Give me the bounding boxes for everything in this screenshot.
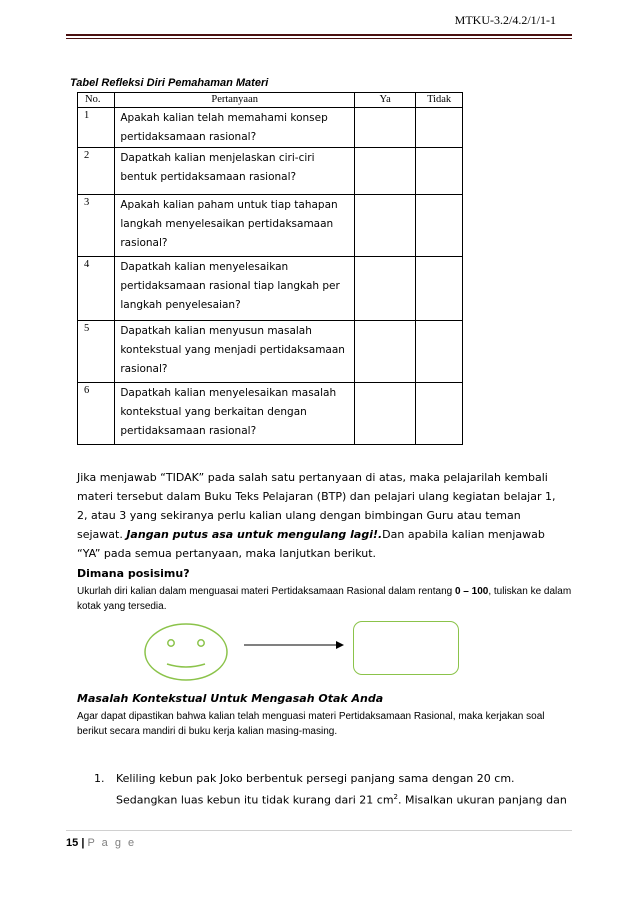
- table-row: [78, 257, 463, 321]
- instructions-part2: Dan apabila kalian menjawab “YA” pada semua pertanyaan, maka lanjutkan berikut.: [77, 528, 545, 560]
- position-heading: Dimana posisimu?: [77, 567, 190, 580]
- header-rule-thin: [66, 38, 572, 39]
- footer-separator: |: [81, 837, 85, 849]
- remedial-instructions: [77, 468, 567, 563]
- table-row: [78, 108, 463, 148]
- yes-answer-cell[interactable]: [355, 195, 416, 257]
- document-code: MTKU-3.2/4.2/1/1-1: [454, 13, 556, 27]
- page-label: P a g e: [87, 837, 137, 849]
- footer-rule: [66, 830, 572, 831]
- column-header-no-answer: Tidak: [416, 93, 463, 108]
- table-row: [78, 195, 463, 257]
- yes-answer-cell[interactable]: [355, 257, 416, 321]
- instructions-emphasis: Jangan putus asa untuk mengulang lagi!.: [126, 528, 383, 541]
- yes-answer-cell[interactable]: [355, 148, 416, 195]
- row-question: Dapatkah kalian menyelesaikan masalah kontekstual yang berkaitan dengan pertidaksamaan rasional?: [115, 383, 355, 445]
- row-question: Dapatkah kalian menjelaskan ciri-ciri bentuk pertidaksamaan rasional?: [115, 148, 355, 195]
- no-answer-cell[interactable]: [416, 383, 463, 445]
- problem-text: Keliling kebun pak Joko berbentuk persegi panjang sama dengan 20 cm. Sedangkan luas kebun itu tidak kurang dari 21 cm: [116, 772, 515, 807]
- table-row: [78, 321, 463, 383]
- yes-answer-cell[interactable]: [355, 383, 416, 445]
- superscript: 2: [393, 793, 399, 801]
- no-answer-cell[interactable]: [416, 257, 463, 321]
- reflection-table: [77, 92, 463, 445]
- row-number: 5: [78, 321, 115, 383]
- column-header-question: Pertanyaan: [115, 93, 355, 108]
- score-answer-box[interactable]: [353, 621, 459, 675]
- no-answer-cell[interactable]: [416, 321, 463, 383]
- instructions-part1: Jika menjawab “TIDAK” pada salah satu pertanyaan di atas, maka pelajarilah kembali materi tersebut dalam Buku Teks Pelajaran (BTP) dan pelajari ulang kegiatan belajar 1, 2, atau 3 yang sekiranya perlu kalian ulang dengan bimbingan Guru atau teman sejawat.: [77, 471, 556, 541]
- yes-answer-cell[interactable]: [355, 108, 416, 148]
- problem-text-continued: . Misalkan ukuran panjang dan: [398, 793, 567, 807]
- row-number: 2: [78, 148, 115, 195]
- header-rule: [66, 34, 572, 36]
- no-answer-cell[interactable]: [416, 148, 463, 195]
- range-value: 0 – 100: [454, 586, 489, 597]
- no-answer-cell[interactable]: [416, 108, 463, 148]
- yes-answer-cell[interactable]: [355, 321, 416, 383]
- row-question: Apakah kalian telah memahami konsep pertidaksamaan rasional?: [115, 108, 355, 148]
- contextual-text: Agar dapat dipastikan bahwa kalian telah menguasi materi Pertidaksamaan Rasional, maka kerjakan soal berikut secara mandiri di buku kerja kalian masing-masing.: [77, 711, 545, 737]
- table-row: [78, 383, 463, 445]
- position-text: Ukurlah diri kalian dalam menguasai materi Pertidaksamaan Rasional dalam rentang 0 – 100, tuliskan ke dalam kotak yang tersedia.: [77, 586, 572, 612]
- smiley-face-icon: [143, 622, 229, 682]
- contextual-heading: Masalah Kontekstual Untuk Mengasah Otak Anda: [77, 692, 384, 705]
- problem-number: 1.: [94, 772, 105, 785]
- page-footer: [66, 837, 136, 849]
- row-question: Dapatkah kalian menyusun masalah kontekstual yang menjadi pertidaksamaan rasional?: [115, 321, 355, 383]
- column-header-no: No.: [78, 93, 115, 108]
- row-number: 4: [78, 257, 115, 321]
- problem-1: [94, 770, 574, 810]
- page-number: 15: [66, 837, 79, 849]
- table-title: Tabel Refleksi Diri Pemahaman Materi: [70, 77, 269, 89]
- row-number: 1: [78, 108, 115, 148]
- table-header-row: [78, 93, 463, 108]
- row-question: Dapatkah kalian menyelesaikan pertidaksamaan rasional tiap langkah per langkah penyelesaian?: [115, 257, 355, 321]
- arrow-right-icon: [244, 640, 344, 650]
- row-number: 3: [78, 195, 115, 257]
- row-question: Apakah kalian paham untuk tiap tahapan langkah menyelesaikan pertidaksamaan rasional?: [115, 195, 355, 257]
- row-number: 6: [78, 383, 115, 445]
- table-row: [78, 148, 463, 195]
- column-header-yes: Ya: [355, 93, 416, 108]
- no-answer-cell[interactable]: [416, 195, 463, 257]
